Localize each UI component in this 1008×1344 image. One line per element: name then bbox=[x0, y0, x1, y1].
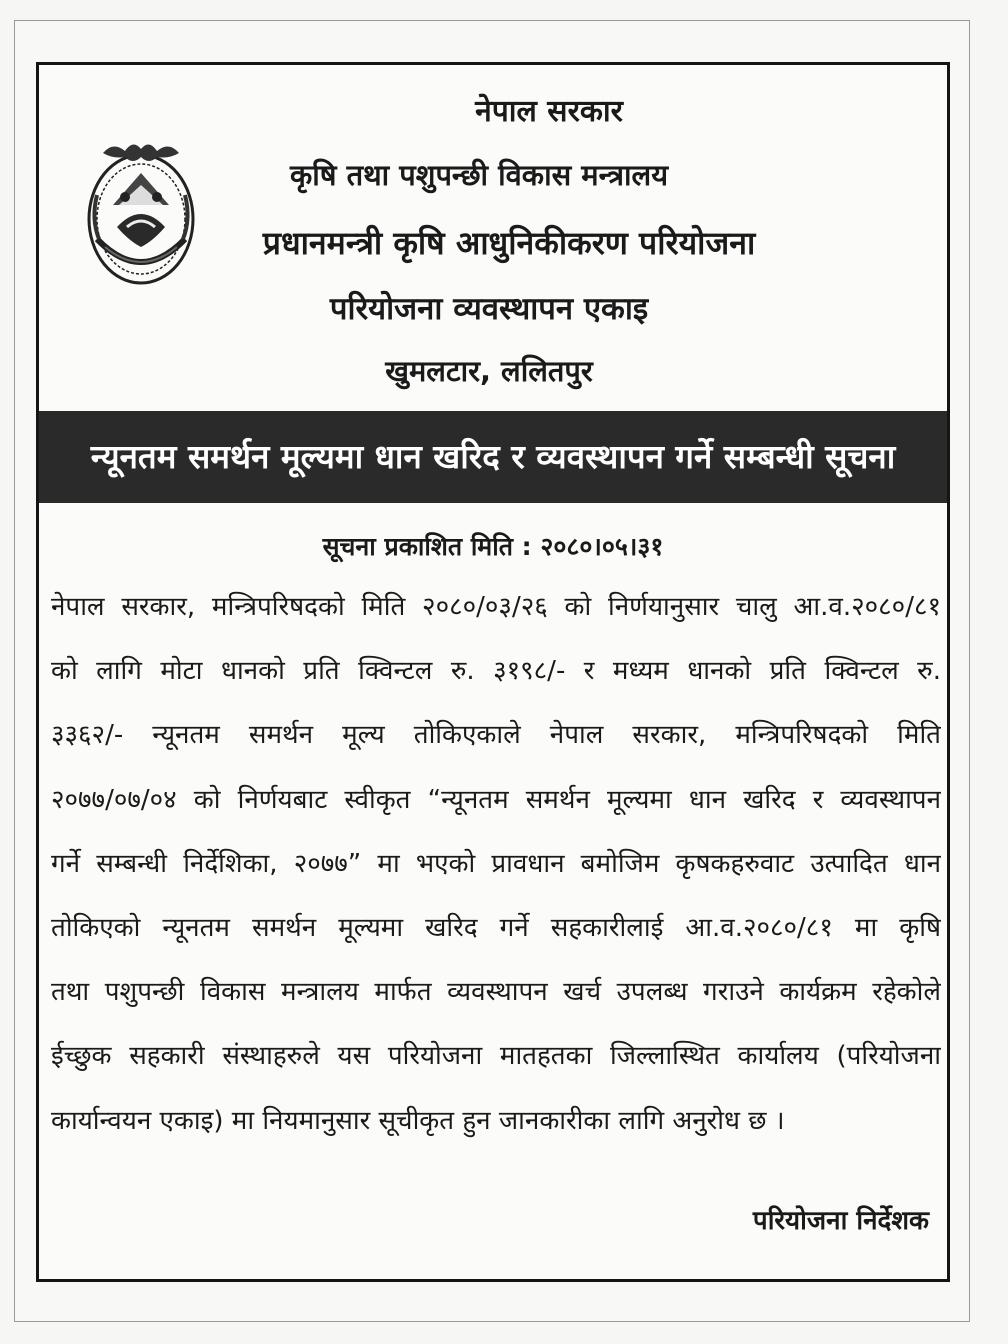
notice-box bbox=[36, 62, 950, 1282]
body-line: ईच्छुक सहकारी संस्थाहरुले यस परियोजना मातहतका जिल्लास्थित कार्यालय (परियोजना bbox=[51, 1041, 941, 1072]
notice-header bbox=[39, 65, 947, 395]
body-line: को लागि मोटा धानको प्रति क्विन्टल रु. ३१९८/- र मध्यम धानको प्रति क्विन्टल रु. bbox=[51, 656, 941, 687]
header-line-unit: परियोजना व्यवस्थापन एकाइ bbox=[329, 291, 649, 327]
body-line: तथा पशुपन्छी विकास मन्त्रालय मार्फत व्यवस्थापन खर्च उपलब्ध गराउने कार्यक्रम रहेकोले bbox=[51, 977, 941, 1008]
body-line: नेपाल सरकार, मन्त्रिपरिषदको मिति २०८०/०३/२६ को निर्णयानुसार चालु आ.व.२०८०/८१ bbox=[51, 592, 941, 622]
notice-title: न्यूनतम समर्थन मूल्यमा धान खरिद र व्यवस्थापन गर्ने सम्बन्धी सूचना bbox=[39, 411, 947, 503]
notice-body bbox=[51, 575, 941, 1153]
header-line-government: नेपाल सरकार bbox=[475, 94, 623, 129]
header-line-ministry: कृषि तथा पशुपन्छी विकास मन्त्रालय bbox=[289, 158, 669, 192]
body-line: गर्ने सम्बन्धी निर्देशिका, २०७७” मा भएको प्रावधान बमोजिम कृषकहरुवाट उत्पादित धान bbox=[51, 848, 941, 879]
header-line-address: खुमलटार, ललितपुर bbox=[385, 354, 593, 388]
signature-title: परियोजना निर्देशक bbox=[752, 1206, 929, 1236]
body-line: २०७७/०७/०४ को निर्णयबाट स्वीकृत “न्यूनतम समर्थन मूल्यमा धान खरिद र व्यवस्थापन bbox=[51, 784, 941, 815]
body-line: कार्यान्वयन एकाइ) मा नियमानुसार सूचीकृत हुन जानकारीका लागि अनुरोध छ । bbox=[51, 1105, 785, 1136]
publication-date: सूचना प्रकाशित मिति : २०८०।०५।३१ bbox=[322, 532, 664, 561]
body-line: तोकिएको न्यूनतम समर्थन मूल्यमा खरिद गर्ने सहकारीलाई आ.व.२०८०/८१ मा कृषि bbox=[51, 912, 941, 943]
body-line: ३३६२/- न्यूनतम समर्थन मूल्य तोकिएकाले नेपाल सरकार, मन्त्रिपरिषदको मिति bbox=[51, 720, 941, 751]
header-line-project: प्रधानमन्त्री कृषि आधुनिकीकरण परियोजना bbox=[262, 224, 756, 262]
